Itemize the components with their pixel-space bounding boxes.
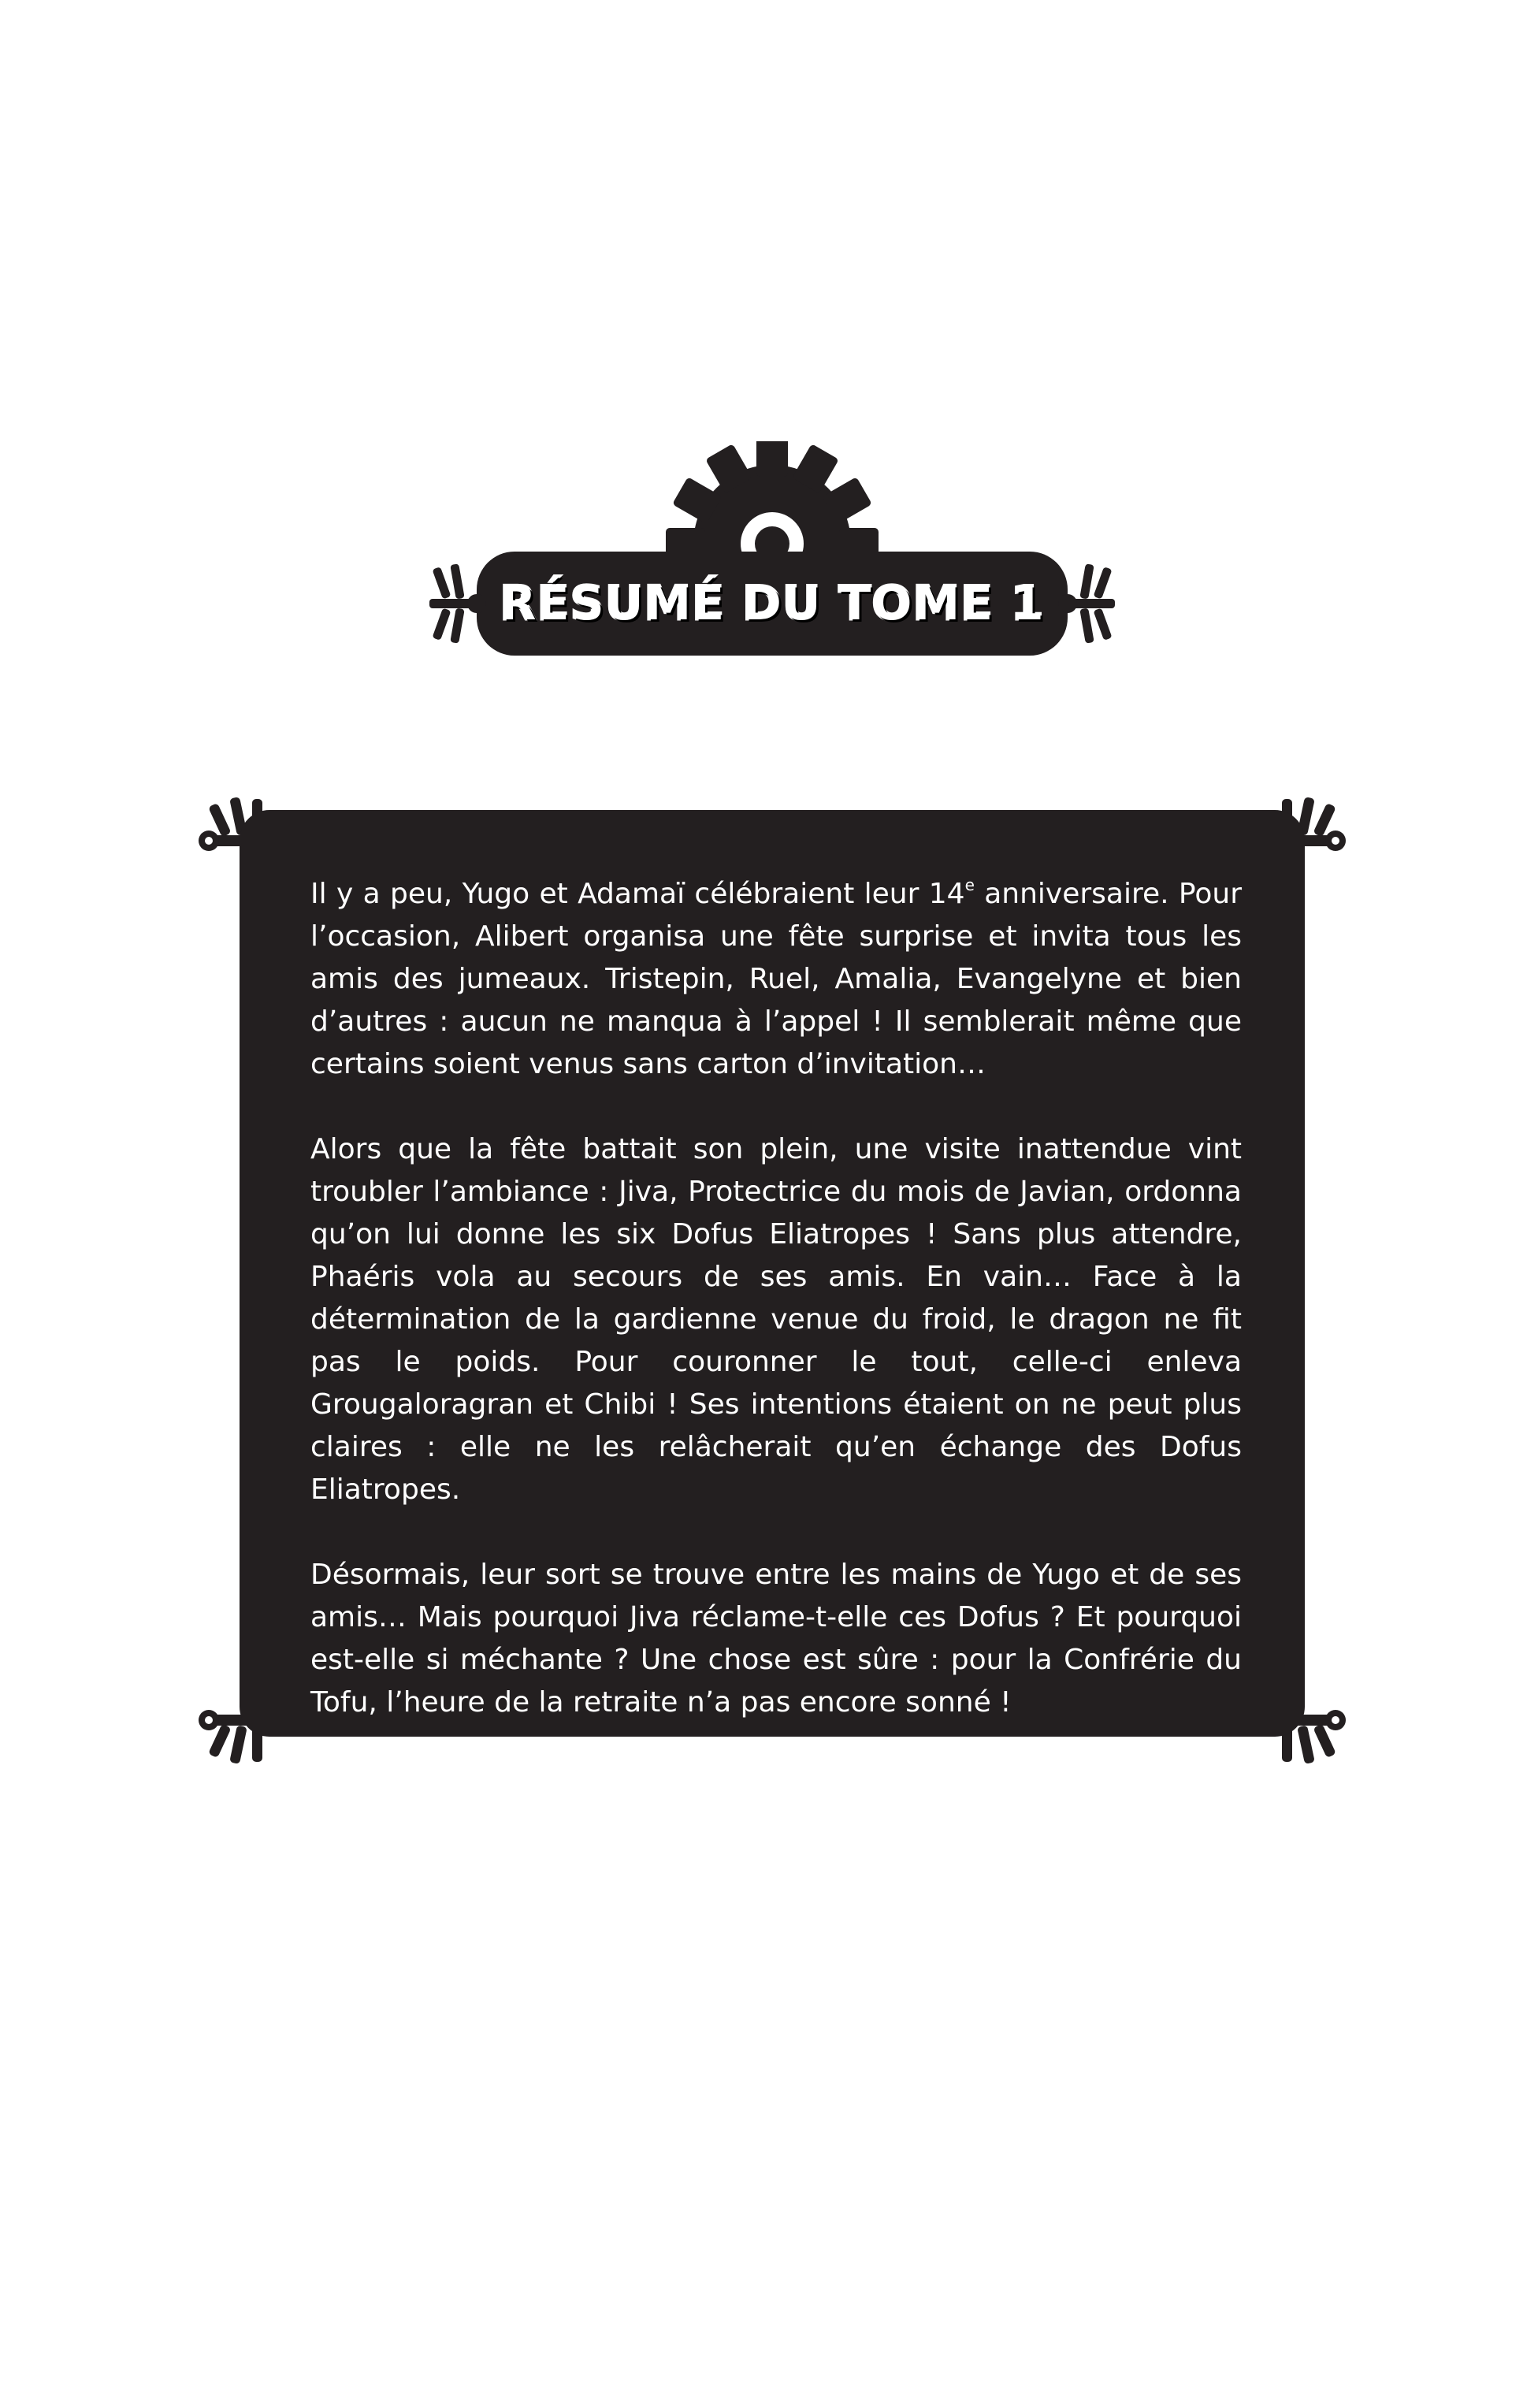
summary-paragraph: Alors que la fête battait son plein, une visite inattendue vint troubler l’ambiance : Jiva, Protectrice du mois de Javian, ordonna qu’on lui donne les six Dofus Eliatropes ! Sans plus attendre, Phaéris vola au secours de ses amis. En vain… Face à la détermination de la gardienne venue du froid, le dragon ne fit pas le poids. Pour couronner le tout, celle-ci enleva Grougaloragran et Chibi ! Ses intentions étaient on ne peut plus claires : elle ne les relâcherait qu’en échange des Dofus Eliatropes. [310, 1133, 1242, 1506]
title-plaque [429, 441, 1115, 678]
summary-paragraph: Désormais, leur sort se trouve entre les mains de Yugo et de ses amis… Mais pourquoi Jiva réclame-t-elle ces Dofus ? Et pourquoi est-elle si méchante ? Une chose est sûre : pour la Confrérie du Tofu, l’heure de la retraite n’a pas encore sonné ! [310, 1559, 1242, 1719]
summary-panel [197, 788, 1347, 1773]
summary-text [310, 873, 1242, 1724]
summary-paragraph: Il y a peu, Yugo et Adamaï célébraient leur 14e anniversaire. Pour l’occasion, Alibert organisa une fête surprise et invita tous les amis des jumeaux. Tristepin, Ruel, Amalia, Evangelyne et bien d’autres : aucun ne manqua à l’appel ! Il semblerait même que certains soient venus sans carton d’invitation… [310, 875, 1242, 1080]
summary-box [240, 810, 1305, 1737]
page-title: RÉSUMÉ DU TOME 1 [500, 576, 1045, 631]
